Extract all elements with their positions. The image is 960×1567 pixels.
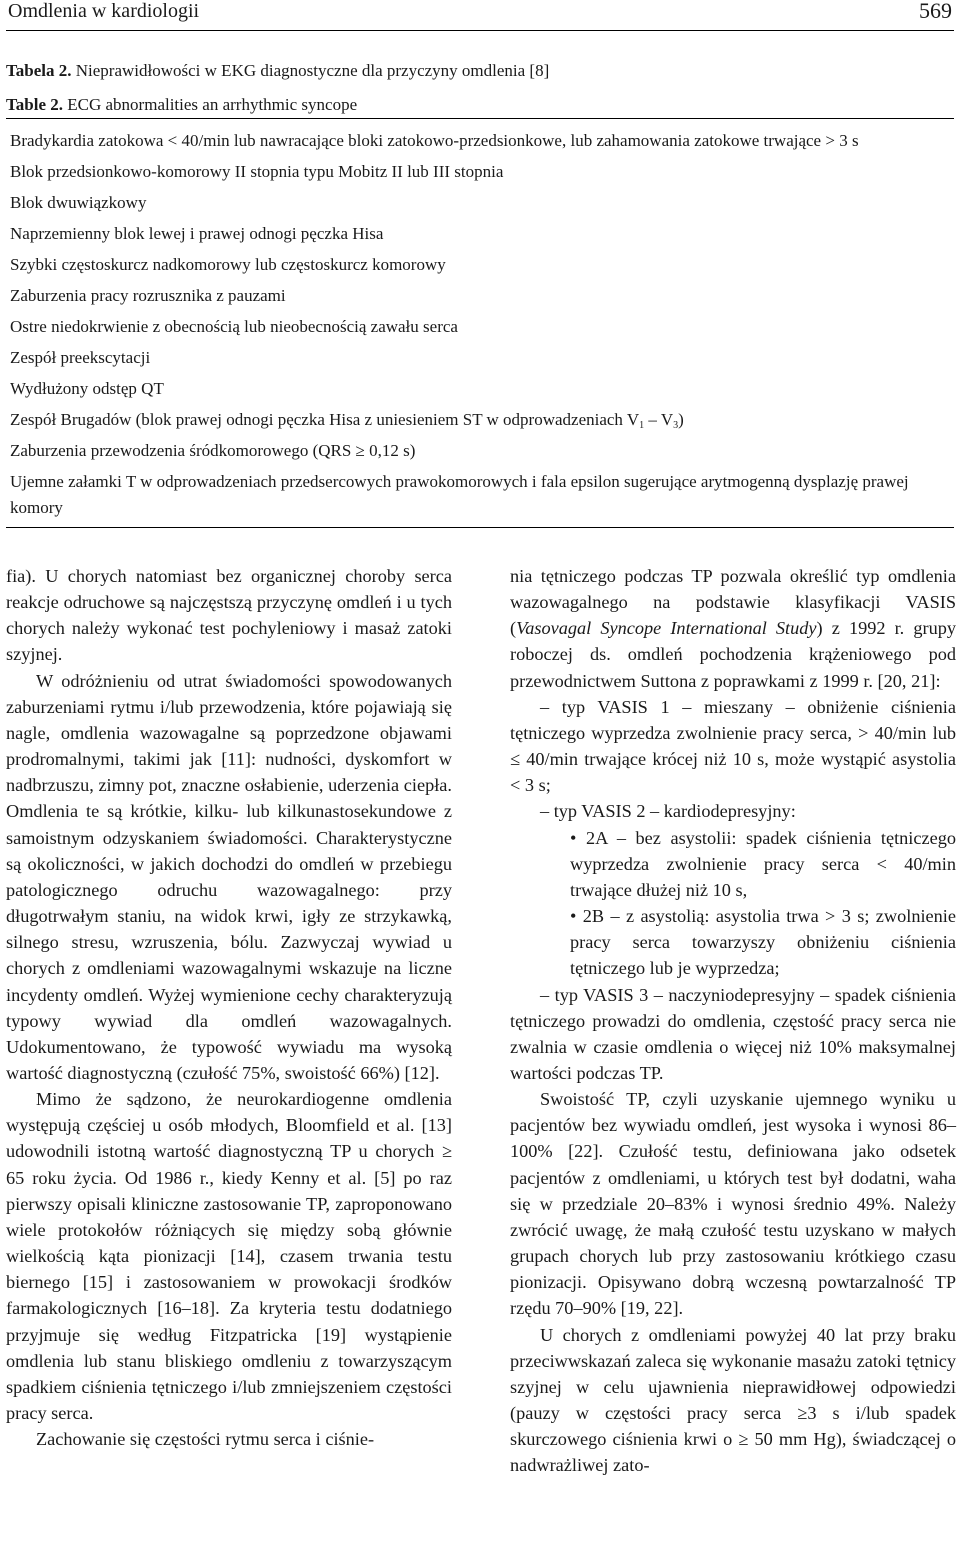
table-row: Zespół preekscytacji (10, 348, 151, 367)
left-column (6, 563, 452, 1452)
subscript: 1 (639, 420, 645, 431)
paragraph: Zachowanie się częstości rytmu serca i ciśnie- (36, 1429, 375, 1450)
table-caption-en-text: ECG abnormalities an arrhythmic syncope (63, 95, 358, 114)
table-row: Zaburzenia pracy rozrusznika z pauzami (10, 286, 286, 305)
paragraph-text: ) z 1992 r. grupy roboczej ds. omdleń pochodzenia krążeniowego pod przewodnictwem Suttona z poprawkami z 1999 r. [20, 21]: (510, 618, 956, 691)
subscript: 3 (673, 420, 679, 431)
list-item: • 2B – z asystolią: asystolia trwa > 3 s; zwolnienie pracy serca towarzyszy obniżeniu ciśnienia tętniczego lub je wyprzedza; (570, 906, 956, 979)
table-row: Blok dwuwiązkowy (10, 193, 147, 212)
table-caption-en (6, 95, 357, 115)
paragraph-text: nia tętniczego podczas TP pozwala określić typ omdlenia wazowagalnego na podstawie klasyfikacji VASIS ( (510, 566, 956, 639)
table-label-en: Table 2. (6, 95, 64, 114)
table-row: Zaburzenia przewodzenia śródkomorowego (QRS ≥ 0,12 s) (10, 441, 416, 460)
table-rule-top (6, 118, 954, 119)
table-caption-pl-text: Nieprawidłowości w EKG diagnostyczne dla przyczyny omdlenia [8] (71, 61, 550, 80)
table-row: Bradykardia zatokowa < 40/min lub nawracające bloki zatokowo-przedsionkowe, lub zahamowania zatokowe trwające > 3 s (10, 131, 859, 150)
paragraph: Mimo że sądzono, że neurokardiogenne omdlenia występują częściej u osób młodych, Bloomfield et al. [13] udowodnili istotną wartość diagnostyczną TP u chorych ≥ 65 roku życia. Od 1986 r., kiedy Kenny et al. [5] po raz pierwszy opisali kliniczne zastosowanie TP, zaproponowano wiele protokołów różniących się między sobą głównie wielkością kąta pionizacji [14], czasem trwania testu biernego [15] i zastosowaniem w prowokacji środków farmakologicznych [16–18]. Za kryteria testu dodatniego przyjmuje się według Fitzpatricka [19] wystąpienie omdlenia lub stanu bliskiego omdleniu z towarzyszącym spadkiem ciśnienia tętniczego i/lub zmniejszeniem częstości pracy serca. (6, 1089, 452, 1423)
list-item: – typ VASIS 2 – kardiodepresyjny: (540, 801, 796, 822)
row-text: Zespół Brugadów (blok prawej odnogi pęczka Hisa z uniesieniem ST w odprowadzeniach V (10, 410, 640, 429)
table-rule-bottom (6, 527, 954, 528)
table-row: Ujemne załamki T w odprowadzeniach przedsercowych prawokomorowych i fala epsilon sugerujące arytmogenną dysplazję prawej komory (10, 472, 909, 517)
right-column (510, 563, 956, 1478)
running-header (8, 0, 952, 26)
list-item: – typ VASIS 1 – mieszany – obniżenie ciśnienia tętniczego wyprzedza zwolnienie pracy serca, > 40/min lub ≤ 40/min trwające krócej niż 10 s, może wystąpić asystolia < 3 s; (510, 696, 956, 796)
paragraph: Swoistość TP, czyli uzyskanie ujemnego wyniku u pacjentów bez wywiadu omdleń, jest wysoka i wynosi 86–100% [22]. Czułość testu, definiowana jako odsetek pacjentów z omdleniami, u których test był dodatni, waha się w przedziale 20–83% i wynosi średnio 49%. Należy zwrócić uwagę, że małą czułość testu uzyskano w małych grupach chorych lub przy zastosowaniu krótkiego czasu pionizacji. Opisywano dobrą wczesną powtarzalność TP rzędu 70–90% [19, 22]. (510, 1089, 956, 1319)
table-row (10, 407, 954, 438)
table-row: Blok przedsionkowo-komorowy II stopnia typu Mobitz II lub III stopnia (10, 162, 504, 181)
paragraph: W odróżnieniu od utrat świadomości spowodowanych zaburzeniami rytmu i/lub przewodzenia, które pojawiają się nagle, omdlenia wazowagalne są poprzedzone objawami prodromalnymi, takimi jak [11]: nudności, dyskomfort w nadbrzuszu, zimny pot, znaczne osłabienie, uderzenia ciepła. Omdlenia te są krótkie, kilku- lub kilkunastosekundowe z samoistnym odzyskaniem świadomości. Charakterystyczne są okoliczności, w jakich dochodzi do omdleń w przebiegu patologicznego odruchu wazowagalnego: przy długotrwałym staniu, na widok krwi, igły ze strzykawką, silnego stresu, wzruszenia, bólu. Zazwyczaj wywiad u chorych z omdleniami wazowagalnymi wskazuje na liczne incydenty omdleń. Wyżej wymienione cechy charakteryzują typowy wywiad dla omdleń wazowagalnych. Udokumentowano, że typowość wywiadu ma wysoką wartość diagnostyczną (czułość 75%, swoistość 66%) [12]. (6, 670, 452, 1083)
header-rule (6, 30, 954, 31)
table-row: Wydłużony odstęp QT (10, 379, 164, 398)
table-row: Naprzemienny blok lewej i prawej odnogi pęczka Hisa (10, 224, 384, 243)
page-number: 569 (919, 0, 952, 23)
row-text-dash: – V (644, 410, 674, 429)
table-row: Ostre niedokrwienie z obecnością lub nieobecnością zawału serca (10, 317, 458, 336)
table-label-pl: Tabela 2. (6, 61, 72, 80)
row-text-end: ) (678, 410, 684, 429)
paragraph (510, 563, 956, 694)
paragraph: U chorych z omdleniami powyżej 40 lat przy braku przeciwwskazań zaleca się wykonanie masażu zatoki tętnicy szyjnej w celu ujawnienia nieprawidłowej odpowiedzi (pauzy w częstości pracy serca ≥3 s i/lub spadek skurczowego ciśnienia krwi o ≥ 50 mm Hg), świadczącej o nadwrażliwej zato- (510, 1324, 956, 1476)
list-item: – typ VASIS 3 – naczyniodepresyjny – spadek ciśnienia tętniczego prowadzi do omdlenia, częstość pracy serca nie zwalnia w czasie omdlenia o więcej niż 10% maksymalnej wartości podczas TP. (510, 984, 956, 1083)
running-title: Omdlenia w kardiologii (8, 0, 200, 22)
table-row: Szybki częstoskurcz nadkomorowy lub częstoskurcz komorowy (10, 255, 446, 274)
table-body (10, 128, 954, 521)
list-item: • 2A – bez asystolii: spadek ciśnienia tętniczego wyprzedza zwolnienie pracy serca < 40/min trwające dłużej niż 10 s, (570, 827, 956, 900)
paragraph: fia). U chorych natomiast bez organicznej choroby serca reakcje odruchowe są najczęstszą przyczynę omdleń i u tych chorych należy wykonać test pochyleniowy i masaż zatoki szyjnej. (6, 566, 452, 665)
italic-term: Vasovagal Syncope International Study (516, 618, 817, 639)
table-caption-pl (6, 61, 549, 81)
